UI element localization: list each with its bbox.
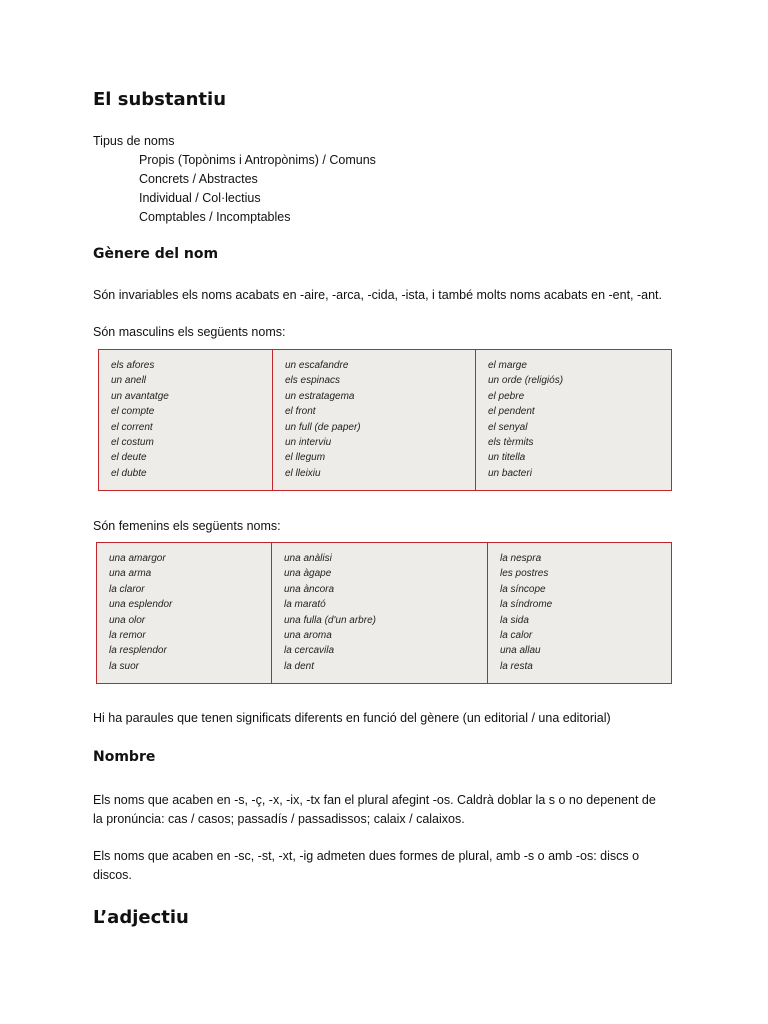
word-cell: una aroma bbox=[284, 630, 332, 642]
word-cell: un orde (religiós) bbox=[488, 375, 564, 387]
word-cell: un avantatge bbox=[111, 390, 169, 402]
word-cell: el llegum bbox=[285, 452, 326, 464]
word-cell: els espinacs bbox=[285, 375, 341, 387]
word-cell: un escafandre bbox=[285, 360, 349, 371]
tipus-item: Propis (Topònims i Antropònims) / Comuns bbox=[139, 153, 376, 167]
word-cell: una anàlisi bbox=[284, 553, 332, 564]
femenins-column bbox=[97, 543, 272, 683]
word-cell: el compte bbox=[111, 406, 155, 418]
word-cell: la resplendor bbox=[109, 645, 167, 657]
section-title-adjectiu: L’adjectiu bbox=[93, 907, 189, 928]
heading-nombre: Nombre bbox=[93, 749, 156, 765]
word-cell: una amargor bbox=[109, 553, 166, 564]
word-cell: els afores bbox=[111, 360, 155, 371]
word-cell: una arma bbox=[109, 568, 152, 580]
word-cell: una olor bbox=[109, 614, 146, 626]
invariables-text: Són invariables els noms acabats en -aire, -arca, -cida, -ista, i també molts noms acabats en -ent, -ant. bbox=[93, 288, 663, 302]
femenins-column bbox=[488, 543, 671, 683]
word-cell: el marge bbox=[488, 360, 527, 371]
femenins-intro: Són femenins els següents noms: bbox=[93, 519, 281, 533]
word-cell: el dubte bbox=[111, 467, 147, 479]
nombre-paragraph-2-line-2: discos. bbox=[93, 868, 132, 882]
word-cell: la nespra bbox=[500, 553, 542, 564]
word-cell: una fulla (d'un arbre) bbox=[284, 614, 376, 626]
tipus-item: Comptables / Incomptables bbox=[139, 210, 291, 224]
word-cell: la marató bbox=[284, 599, 326, 611]
masculins-column bbox=[99, 350, 273, 490]
femenins-table bbox=[96, 542, 672, 684]
word-cell: el costum bbox=[111, 437, 154, 449]
word-cell: un bacteri bbox=[488, 467, 532, 479]
word-cell: el corrent bbox=[111, 421, 153, 433]
word-cell: el pebre bbox=[488, 390, 525, 402]
word-cell: un anell bbox=[111, 375, 147, 387]
word-cell: la resta bbox=[500, 660, 533, 672]
tipus-label: Tipus de noms bbox=[93, 134, 175, 148]
word-cell: un estratagema bbox=[285, 390, 355, 402]
word-cell: la sida bbox=[500, 614, 529, 626]
word-cell: una àncora bbox=[284, 583, 335, 595]
word-cell: el deute bbox=[111, 452, 147, 464]
word-cell: la dent bbox=[284, 660, 315, 672]
word-cell: els tèrmits bbox=[488, 437, 534, 449]
masculins-column bbox=[476, 350, 671, 490]
nombre-paragraph-1-line-2: la pronúncia: cas / casos; passadís / passadissos; calaix / calaixos. bbox=[93, 812, 465, 826]
tipus-item: Individual / Col·lectius bbox=[139, 191, 261, 205]
word-cell: la calor bbox=[500, 630, 533, 642]
femenins-column bbox=[272, 543, 488, 683]
word-cell: un full (de paper) bbox=[285, 421, 361, 433]
masculins-column bbox=[273, 350, 476, 490]
word-cell: el senyal bbox=[488, 421, 528, 433]
word-cell: una allau bbox=[500, 645, 541, 657]
word-cell: una àgape bbox=[284, 568, 332, 580]
word-cell: la síndrome bbox=[500, 599, 553, 611]
tipus-item: Concrets / Abstractes bbox=[139, 172, 258, 186]
word-cell: el pendent bbox=[488, 406, 535, 418]
masculins-intro: Són masculins els següents noms: bbox=[93, 325, 286, 339]
word-cell: la claror bbox=[109, 583, 145, 595]
word-cell: un interviu bbox=[285, 437, 332, 449]
word-cell: la remor bbox=[109, 630, 146, 642]
word-cell: el lleixiu bbox=[285, 467, 321, 479]
word-cell: la cercavila bbox=[284, 645, 335, 657]
nombre-paragraph-1-line-1: Els noms que acaben en -s, -ç, -x, -ix, -tx fan el plural afegint -os. Caldrà doblar la s o no depenent de bbox=[93, 793, 656, 807]
heading-genere: Gènere del nom bbox=[93, 246, 219, 262]
nombre-paragraph-2-line-1: Els noms que acaben en -sc, -st, -xt, -ig admeten dues formes de plural, amb -s o amb -os: discs o bbox=[93, 849, 640, 863]
word-cell: les postres bbox=[500, 568, 549, 580]
word-cell: una esplendor bbox=[109, 599, 173, 611]
word-cell: el front bbox=[285, 406, 316, 418]
masculins-table bbox=[98, 349, 672, 491]
significats-text: Hi ha paraules que tenen significats diferents en funció del gènere (un editorial / una editorial) bbox=[93, 711, 611, 725]
word-cell: la síncope bbox=[500, 583, 546, 595]
word-cell: un titella bbox=[488, 452, 526, 464]
section-title-substantiu: El substantiu bbox=[93, 89, 227, 110]
word-cell: la suor bbox=[109, 660, 140, 672]
